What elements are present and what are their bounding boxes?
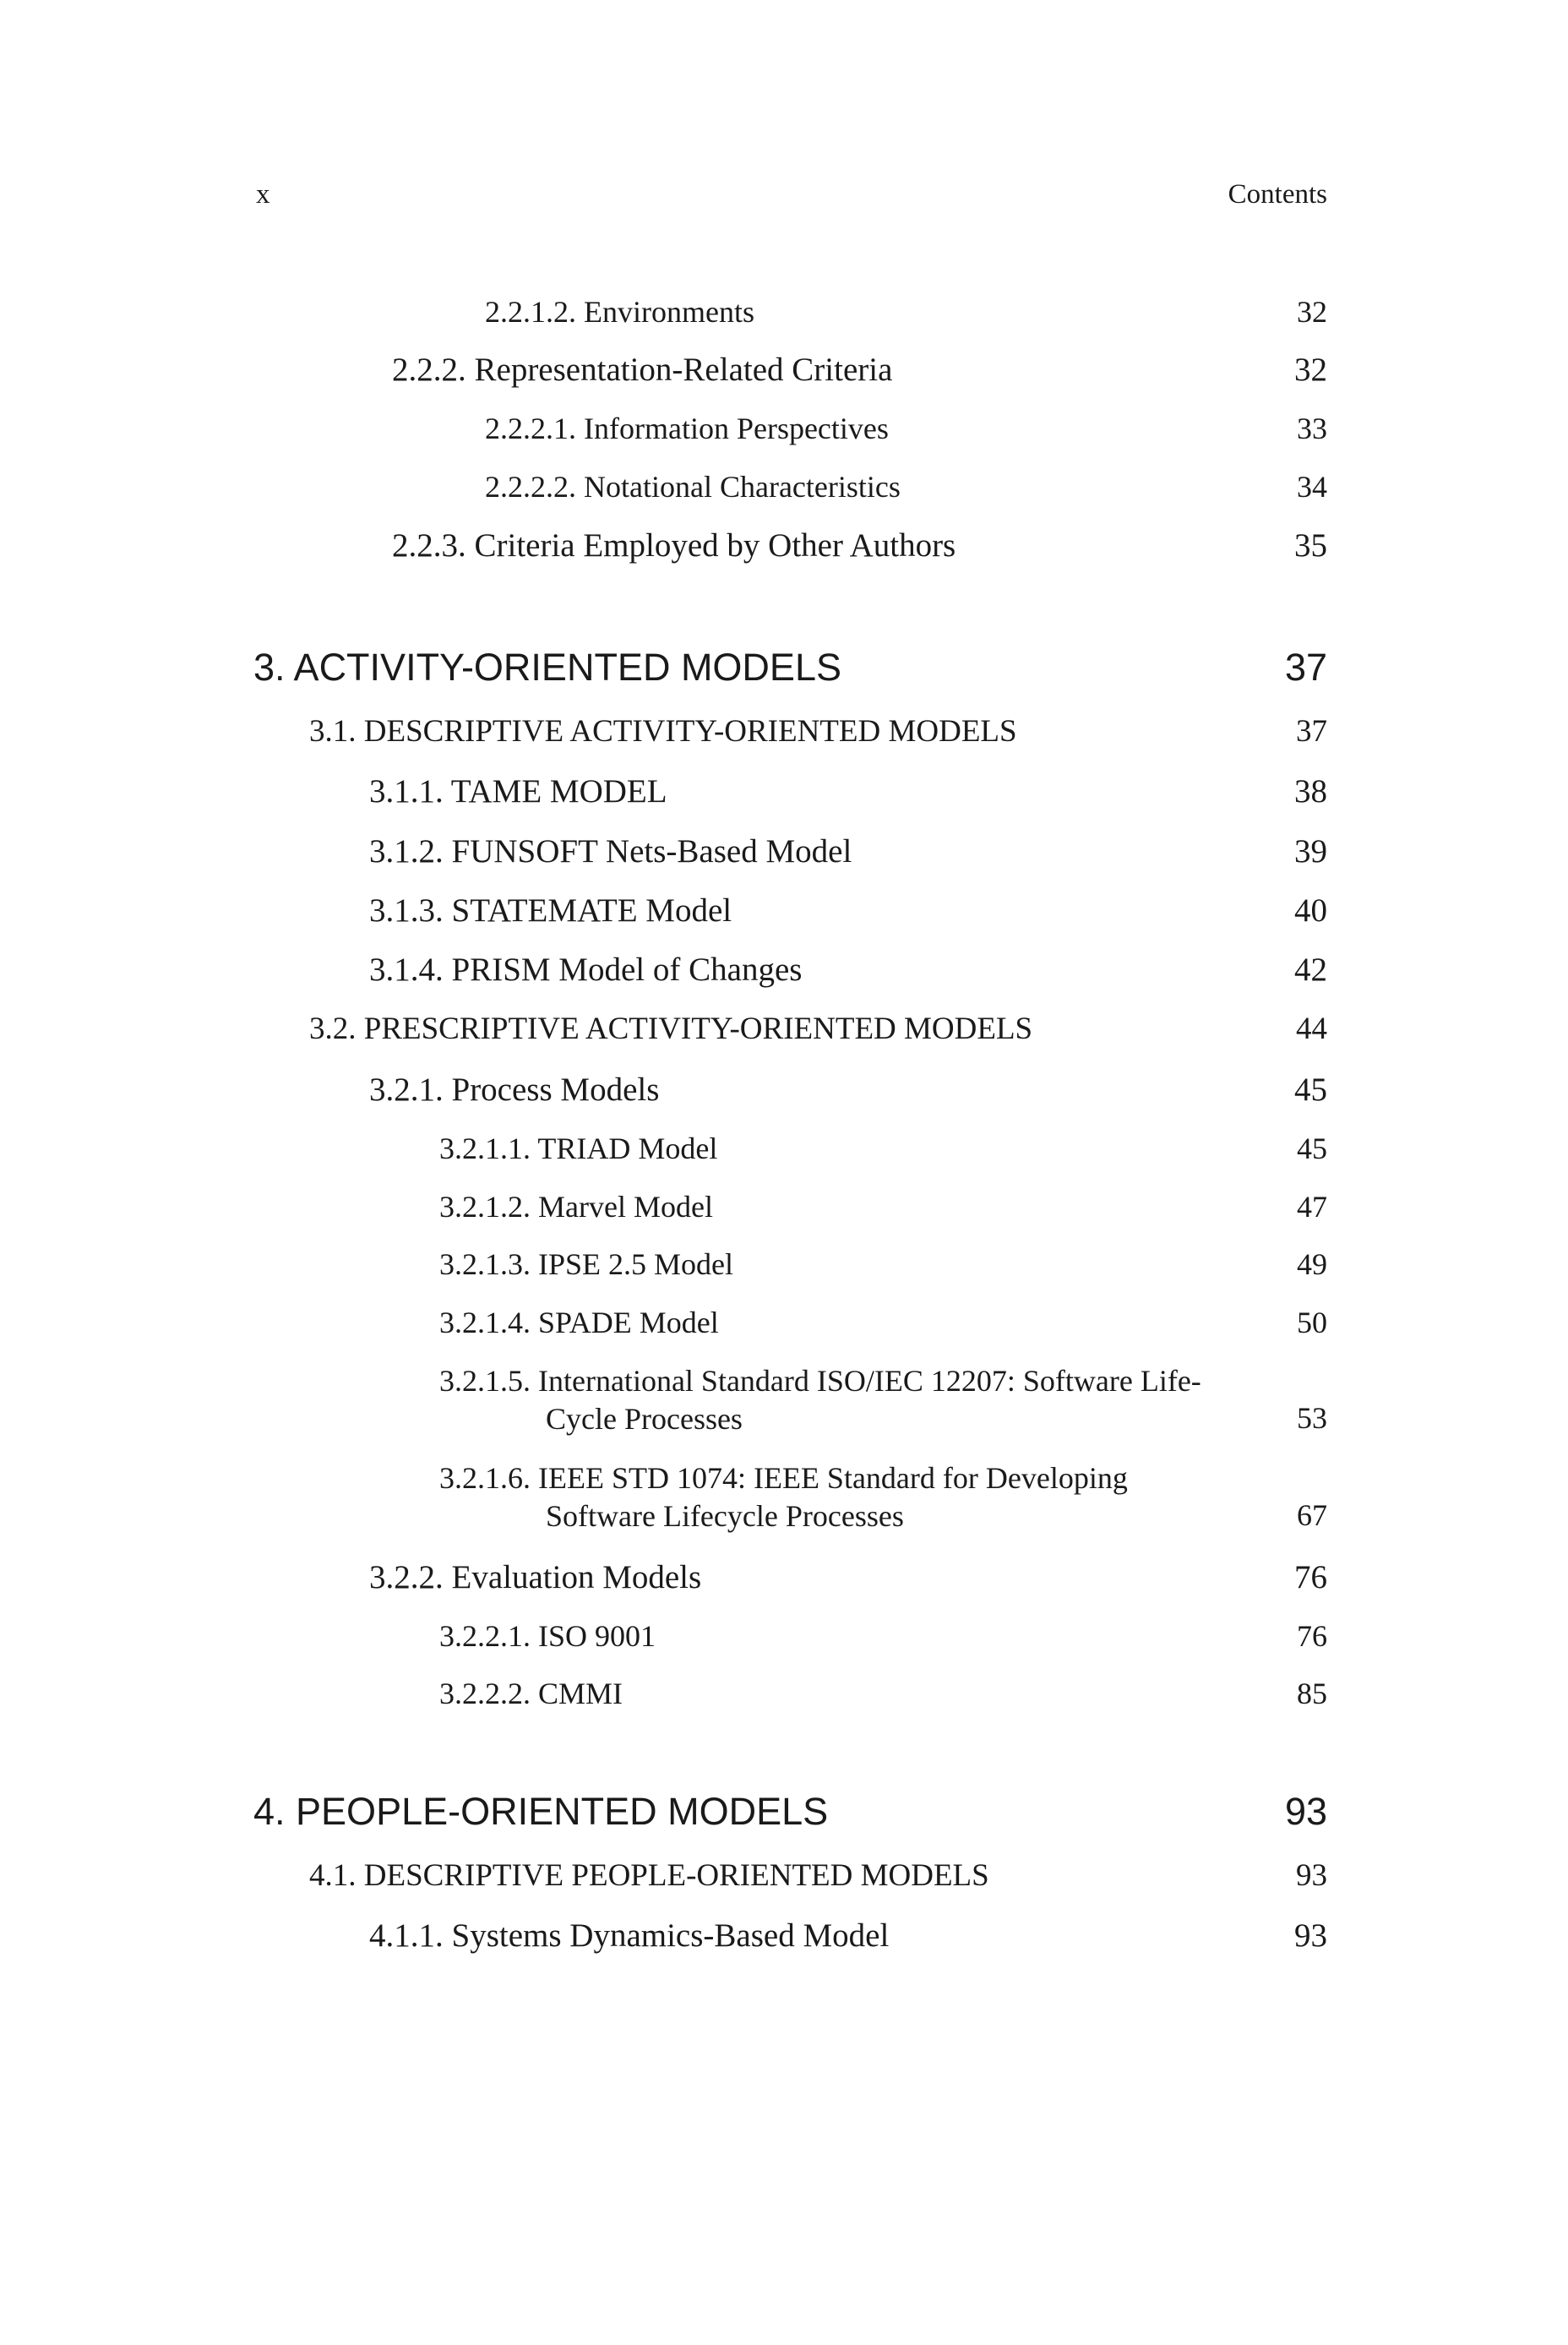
toc-entry-label: 3.2.1.2. Marvel Model [439, 1190, 713, 1224]
toc-entry-page: 39 [1294, 833, 1327, 870]
toc-entry-page: 67 [1297, 1498, 1327, 1532]
toc-entry[interactable] [309, 1857, 1327, 1896]
toc-entry-label: 4.1.1. Systems Dynamics-Based Model [369, 1917, 890, 1954]
toc-entry-page: 34 [1297, 470, 1327, 504]
toc-entry-page: 32 [1294, 352, 1327, 388]
toc-entry[interactable] [369, 1071, 1327, 1111]
toc-entry[interactable] [439, 1189, 1327, 1226]
toc-entry-label: 3.2.1. Process Models [369, 1072, 660, 1108]
toc-entry-label: 2.2.2. Representation-Related Criteria [392, 352, 893, 388]
toc-entry-label [439, 1459, 1128, 1535]
toc-entry-label: 3.2. PRESCRIPTIVE ACTIVITY-ORIENTED MODELS [309, 1012, 1033, 1046]
toc-entry-label-continuation: Software Lifecycle Processes [546, 1499, 904, 1533]
toc-entry-label: 3.1.3. STATEMATE Model [369, 892, 732, 929]
toc-entry-page: 93 [1296, 1858, 1327, 1893]
toc-entry-label: 4.1. DESCRIPTIVE PEOPLE-ORIENTED MODELS [309, 1858, 989, 1893]
toc-entry[interactable] [369, 1917, 1327, 1957]
toc-entry[interactable] [392, 351, 1327, 391]
toc-entry-page: 38 [1294, 773, 1327, 810]
toc-entry-page: 42 [1294, 952, 1327, 988]
toc-entry-label: 3.1.2. FUNSOFT Nets-Based Model [369, 833, 852, 870]
toc-entry-page: 50 [1297, 1306, 1327, 1339]
toc-entry-page: 49 [1297, 1247, 1327, 1281]
toc-entry[interactable] [369, 1558, 1327, 1599]
toc-entry[interactable] [439, 1676, 1327, 1713]
toc-entry-page: 44 [1296, 1012, 1327, 1046]
toc-entry-page: 37 [1296, 714, 1327, 749]
toc-entry[interactable] [369, 772, 1327, 813]
toc-entry[interactable] [439, 1459, 1327, 1537]
toc-entry[interactable] [439, 1305, 1327, 1342]
toc-entry-label: 3.1. DESCRIPTIVE ACTIVITY-ORIENTED MODELS [309, 714, 1017, 749]
running-title: Contents [1228, 179, 1327, 210]
toc-entry-label: 3.2.1.3. IPSE 2.5 Model [439, 1247, 734, 1281]
toc-entry[interactable] [392, 526, 1327, 567]
toc-entry-page: 76 [1294, 1559, 1327, 1595]
toc-entry-page: 35 [1294, 527, 1327, 564]
toc-entry-page: 45 [1294, 1072, 1327, 1108]
toc-entry[interactable] [309, 1011, 1327, 1050]
toc-entry-page: 76 [1297, 1619, 1327, 1653]
toc-chapter-entry[interactable] [253, 1790, 1327, 1835]
toc-entry[interactable] [439, 1618, 1327, 1655]
toc-chapter-label: 4. PEOPLE-ORIENTED MODELS [253, 1790, 829, 1833]
toc-entry-page: 47 [1297, 1190, 1327, 1224]
toc-entry[interactable] [439, 1246, 1327, 1284]
toc-chapter-entry[interactable] [253, 646, 1327, 691]
toc-entry[interactable] [439, 1131, 1327, 1168]
toc-entry-label: 2.2.2.1. Information Perspectives [485, 412, 889, 445]
toc-entry-label: 3.2.2.1. ISO 9001 [439, 1619, 656, 1653]
toc-entry-label: 3.2.2.2. CMMI [439, 1677, 623, 1710]
toc-chapter-label: 3. ACTIVITY-ORIENTED MODELS [253, 646, 841, 689]
toc-entry-label-line: 3.2.1.5. International Standard ISO/IEC 12207: Software Life- [439, 1364, 1201, 1398]
toc-entry-label: 2.2.1.2. Environments [485, 295, 754, 329]
toc-entry-label-line: 3.2.1.6. IEEE STD 1074: IEEE Standard for Developing [439, 1461, 1128, 1495]
toc-entry-label: 2.2.2.2. Notational Characteristics [485, 470, 901, 504]
toc-entry-page: 53 [1297, 1401, 1327, 1435]
toc-entry-page: 40 [1294, 892, 1327, 929]
toc-entry-label: 3.1.1. TAME MODEL [369, 773, 667, 810]
toc-entry-label: 3.1.4. PRISM Model of Changes [369, 952, 803, 988]
toc-chapter-page: 93 [1284, 1790, 1327, 1833]
toc-entry-page: 45 [1297, 1132, 1327, 1165]
toc-entry-label-continuation: Cycle Processes [546, 1402, 743, 1436]
toc-entry-label: 3.2.1.1. TRIAD Model [439, 1132, 718, 1165]
toc-entry[interactable] [369, 832, 1327, 873]
toc-entry[interactable] [439, 1362, 1327, 1440]
toc-entry-page: 32 [1297, 295, 1327, 329]
page-folio: x [256, 179, 270, 210]
toc-entry[interactable] [485, 411, 1327, 448]
toc-entry-label: 3.2.1.4. SPADE Model [439, 1306, 719, 1339]
toc-entry-label: 2.2.3. Criteria Employed by Other Authors [392, 527, 956, 564]
toc-entry-page: 93 [1294, 1917, 1327, 1954]
toc-entry[interactable] [369, 951, 1327, 991]
toc-entry[interactable] [485, 469, 1327, 506]
toc-entry-label [439, 1362, 1201, 1438]
toc-entry[interactable] [369, 892, 1327, 932]
toc-entry-page: 33 [1297, 412, 1327, 445]
toc-entry[interactable] [485, 294, 1327, 331]
toc-entry-page: 85 [1297, 1677, 1327, 1710]
toc-chapter-page: 37 [1284, 646, 1327, 689]
toc-entry[interactable] [309, 713, 1327, 752]
toc-entry-label: 3.2.2. Evaluation Models [369, 1559, 702, 1595]
